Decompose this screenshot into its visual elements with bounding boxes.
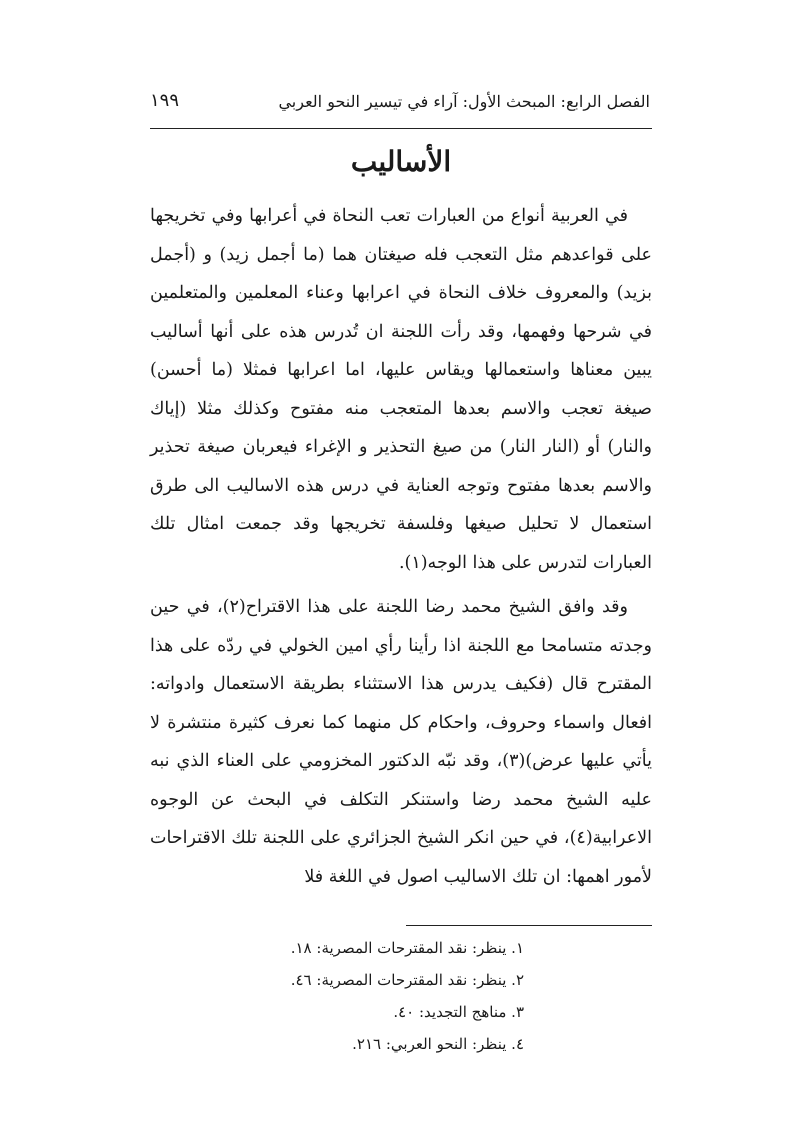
footnote-rule [406,925,652,926]
body-text [150,197,652,896]
running-header [150,92,650,122]
header-title: الفصل الرابع: المبحث الأول: آراء في تيسير النحو العربي [278,92,650,111]
page-number: ١٩٩ [150,90,180,111]
section-title: الأساليب [350,145,452,178]
paragraph-2: وقد وافق الشيخ محمد رضا اللجنة على هذا الاقتراح(٢)، في حين وجدته متسامحا مع اللجنة اذا رأينا رأي امين الخولي في ردّه على هذا المقترح قال (فكيف يدرس هذا الاستثناء بطريقة الاستعمال وادواته: افعال واسماء وحروف، واحكام كل منهما كما نعرف كثيرة منتشرة لا يأتي عليها عرض)(٣)، وقد نبّه الدكتور المخزومي على العناء الذي نبه عليه الشيخ محمد رضا واستنكر التكلف في البحث عن الوجوه الاعرابية(٤)، في حين انكر الشيخ الجزائري على اللجنة تلك الاقتراحات لأمور اهمها: ان تلك الاساليب اصول في اللغة فلا [150,597,653,887]
footnote-1: ١. ينظر: نقد المقترحات المصرية: ١٨. [290,939,524,957]
footnote-3: ٣. مناهج التجديد: ٤٠. [393,1003,524,1021]
paragraph-1: في العربية أنواع من العبارات تعب النحاة في أعرابها وفي تخريجها على قواعدهم مثل التعجب فله صيغتان هما (ما أجمل زيد) و (أجمل بزيد) والمعروف خلاف النحاة في اعرابها وعناء المعلمين والمتعلمين في شرحها وفهمها، وقد رأت اللجنة ان تُدرس هذه على أنها أساليب يبين معناها واستعمالها ويقاس عليها، اما اعرابها فمثلا (ما أحسن) صيغة تعجب والاسم بعدها المتعجب منه مفتوح وكذلك مثلا (إياك والنار) أو (النار النار) من صيغ التحذير و الإغراء فيعربان صيغة تحذير والاسم بعدها مفتوح وتوجه العناية في درس هذه الاساليب الى طرق استعمال لا تحليل صيغها وفلسفة تخريجها وقد جمعت امثال تلك العبارات لتدرس على هذا الوجه(١). [150,206,652,573]
header-rule [150,128,652,129]
footnote-4: ٤. ينظر: النحو العربي: ٢١٦. [352,1035,524,1053]
footnotes [150,932,652,1060]
footnote-2: ٢. ينظر: نقد المقترحات المصرية: ٤٦. [290,971,524,989]
